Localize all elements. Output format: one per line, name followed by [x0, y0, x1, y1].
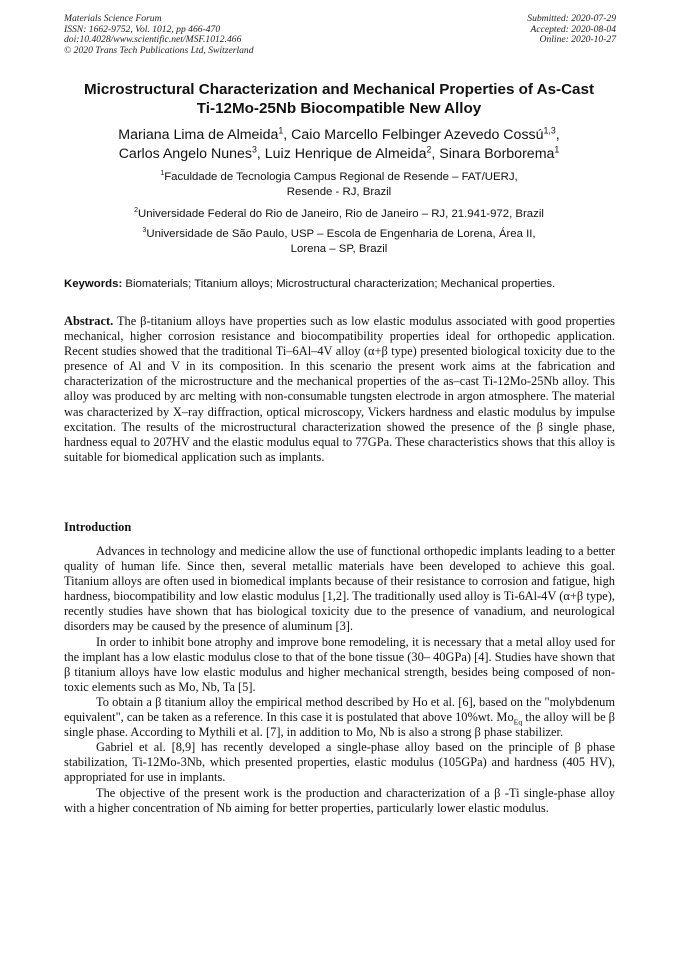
introduction-body	[64, 544, 615, 816]
keywords-text: Biomaterials; Titanium alloys; Microstructural characterization; Mechanical properties.	[125, 278, 556, 290]
author-affiliation-mark: 2	[426, 144, 432, 155]
title-line-2: Ti-12Mo-25Nb Biocompatible New Alloy	[196, 100, 482, 117]
affiliation-3	[60, 227, 618, 257]
intro-paragraph-3-text: To obtain a β titanium alloy the empirical method described by Ho et al. [6], based on the "molybdenum equivalent", can be taken as a reference. In this case it is postulated that above 10%wt. Mo	[64, 694, 615, 725]
online-date: Online: 2020-10-27	[539, 34, 616, 46]
intro-paragraph-5: The objective of the present work is the production and characterization of a β -Ti single-phase alloy with a higher concentration of Nb aiming for better properties, particularly lower elastic modulus.	[64, 785, 615, 815]
author-separator: ,	[431, 146, 440, 162]
affiliation-1	[60, 170, 618, 200]
copyright-line: © 2020 Trans Tech Publications Ltd, Switzerland	[64, 44, 254, 56]
affiliation-number: 3	[142, 227, 147, 235]
author-name: Sinara Borborema	[439, 146, 555, 162]
affiliation-number: 1	[160, 170, 165, 178]
author-separator: ,	[283, 127, 292, 143]
intro-paragraph-3	[64, 695, 615, 740]
abstract	[64, 314, 615, 465]
affiliation-text: Lorena – SP, Brazil	[290, 243, 388, 255]
affiliation-text: Resende - RJ, Brazil	[286, 186, 392, 198]
affiliation-number: 2	[134, 207, 139, 215]
keywords	[64, 277, 618, 292]
doi-line[interactable]: doi:10.4028/www.scientific.net/MSF.1012.466	[64, 34, 242, 46]
dates-header	[527, 14, 616, 46]
author-name: Luiz Henrique de Almeida	[264, 146, 427, 162]
intro-paragraph-3-text-cont: the alloy will be β single phase. According to Mythili et al. [7], in addition to Mo, Nb is also a strong β phase stabilizer.	[64, 710, 615, 740]
author-affiliation-mark: 1	[554, 144, 560, 155]
paper-title	[40, 80, 638, 118]
affiliation-text: Universidade Federal do Rio de Janeiro, Rio de Janeiro – RJ, 21.941-972, Brazil	[138, 208, 544, 220]
author-affiliation-mark: 1	[278, 125, 284, 136]
affiliation-text: Universidade de São Paulo, USP – Escola de Engenharia de Lorena, Área II,	[146, 228, 536, 240]
author-list	[40, 126, 638, 164]
accepted-date: Accepted: 2020-08-04	[530, 23, 616, 35]
author-affiliation-mark: 3	[251, 144, 257, 155]
intro-paragraph-4: Gabriel et al. [8,9] has recently developed a single-phase alloy based on the principle of β phase stabilization, Ti-12Mo-3Nb, which presented properties, elastic modulus (105GPa) and hardness (405 HV), appropriated for use in implants.	[64, 740, 615, 785]
issn-line: ISSN: 1662-9752, Vol. 1012, pp 466-470	[64, 23, 221, 35]
submitted-date: Submitted: 2020-07-29	[527, 13, 616, 24]
abstract-text: The β-titanium alloys have properties such as low elastic modulus associated with good properties mechanical, higher corrosion resistance and biocompatibility properties ideal for orthopedic application. Recent studies showed that the traditional Ti–6Al–4V alloy (α+β type) presented biological toxicity due to the presence of Al and V in its composition. In this scenario the present work aims at the fabrication and characterization of the microstructure and the mechanical properties of the as–cast Ti-12Mo-25Nb alloy. This alloy was produced by arc melting with non-consumable tungsten electrode in argon atmosphere. The material was characterized by X–ray diffraction, optical microscopy, Vickers hardness and elastic modulus by impulse excitation. The results of the microstructural characterization showed the presence of the β single phase, hardness equal to 207HV and the elastic modulus equal to 77GPa. These characteristics shows that this alloy is suitable for biomedical application such as implants.	[64, 314, 615, 464]
author-name: Mariana Lima de Almeida	[118, 127, 279, 143]
abstract-label: Abstract.	[64, 314, 114, 328]
author-line-1	[40, 126, 638, 145]
author-line-2	[40, 145, 638, 164]
affiliation-2	[60, 207, 618, 222]
author-name: Carlos Angelo Nunes	[118, 146, 252, 162]
author-separator: ,	[256, 146, 265, 162]
journal-header	[64, 14, 254, 56]
author-affiliation-mark: 1,3	[543, 125, 556, 136]
mo-eq-subscript: Eq	[513, 717, 523, 727]
intro-paragraph-1: Advances in technology and medicine allow the use of functional orthopedic implants leading to a better quality of human life. Since then, several metallic materials have been developed to achieve this goal. Titanium alloys are often used in biomedical implants because of their resistance to corrosion and fatigue, high hardness, biocompatibility and low elastic modulus [1,2]. The traditionally used alloy is Ti-6Al-4V (α+β type), recently studies have shown that has biological toxicity due to the presence of vanadium, and neurological disorders may be caused by the presence of aluminum [3].	[64, 544, 615, 634]
title-line-1: Microstructural Characterization and Mechanical Properties of As-Cast	[83, 81, 595, 98]
author-separator: ,	[555, 127, 560, 143]
journal-name: Materials Science Forum	[64, 13, 162, 24]
keywords-label: Keywords:	[64, 278, 123, 290]
author-name: Caio Marcello Felbinger Azevedo Cossú	[291, 127, 544, 143]
introduction-heading: Introduction	[64, 520, 132, 534]
intro-paragraph-2: In order to inhibit bone atrophy and improve bone remodeling, it is necessary that a metal alloy used for the implant has a low elastic modulus close to that of the bone tissue (30– 40GPa) [4]. Studies have shown that β titanium alloys have low elastic modulus and higher mechanical strength, besides being composed of non-toxic elements such as Mo, Nb, Ta [5].	[64, 634, 615, 694]
affiliation-text: Faculdade de Tecnologia Campus Regional de Resende – FAT/UERJ,	[164, 171, 518, 183]
